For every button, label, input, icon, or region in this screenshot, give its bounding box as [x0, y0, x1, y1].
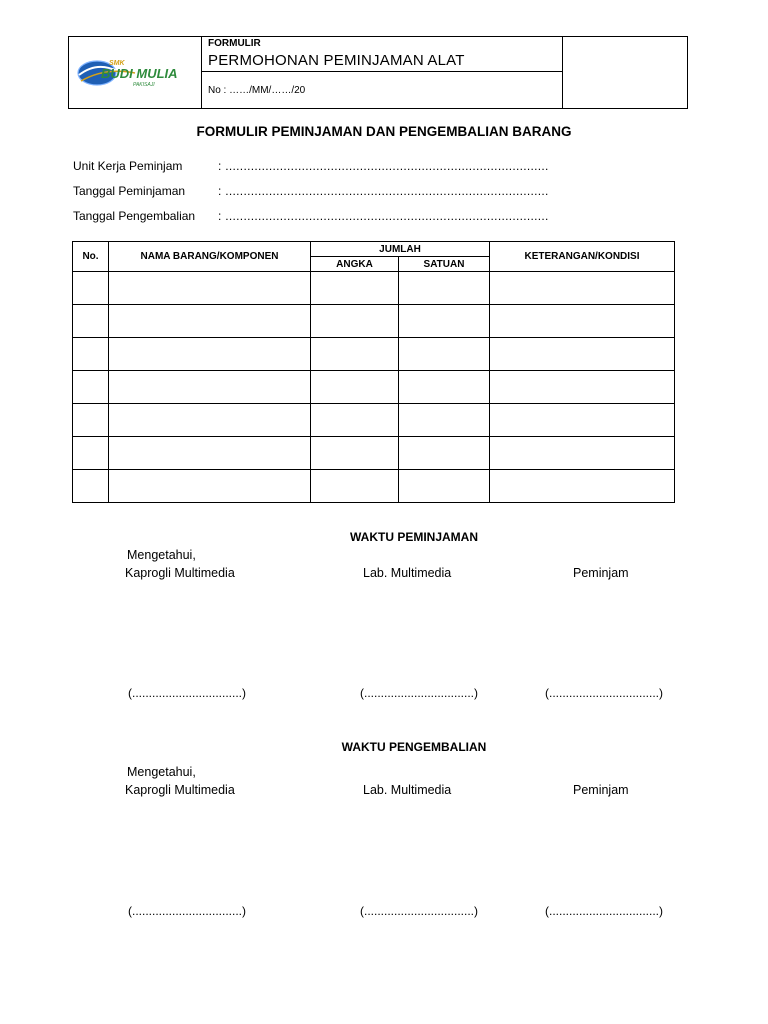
- table-cell[interactable]: [490, 437, 675, 470]
- section-return-title: WAKTU PENGEMBALIAN: [341, 740, 487, 754]
- table-cell[interactable]: [399, 437, 490, 470]
- table-cell[interactable]: [311, 338, 399, 371]
- table-cell[interactable]: [399, 272, 490, 305]
- table-cell[interactable]: [490, 305, 675, 338]
- table-row: [73, 470, 675, 503]
- signer-peminjam: Peminjam: [573, 783, 629, 797]
- signature-blank[interactable]: (.................................): [128, 904, 247, 918]
- table-cell[interactable]: [73, 371, 109, 404]
- field-borrow-date-value[interactable]: : .........................................................................................: [218, 184, 549, 198]
- signature-blank[interactable]: (.................................): [360, 686, 479, 700]
- table-cell[interactable]: [311, 437, 399, 470]
- school-logo: [75, 51, 197, 93]
- form-number: No : ……/MM/……/20: [208, 85, 306, 96]
- table-cell[interactable]: [311, 470, 399, 503]
- items-table: [72, 241, 675, 503]
- table-cell[interactable]: [109, 437, 311, 470]
- table-cell[interactable]: [490, 371, 675, 404]
- table-cell[interactable]: [73, 338, 109, 371]
- table-cell[interactable]: [311, 305, 399, 338]
- acknowledge-label: Mengetahui,: [127, 548, 196, 562]
- table-cell[interactable]: [109, 371, 311, 404]
- signer-lab: Lab. Multimedia: [363, 783, 452, 797]
- table-row: [73, 404, 675, 437]
- table-cell[interactable]: [399, 338, 490, 371]
- table-cell[interactable]: [109, 305, 311, 338]
- table-row: [73, 272, 675, 305]
- table-cell[interactable]: [399, 371, 490, 404]
- col-name-header: NAMA BARANG/KOMPONEN: [109, 242, 311, 272]
- table-row: [73, 338, 675, 371]
- table-cell[interactable]: [311, 272, 399, 305]
- table-cell[interactable]: [73, 404, 109, 437]
- table-cell[interactable]: [311, 371, 399, 404]
- field-unit-value[interactable]: : .........................................................................................: [218, 159, 549, 173]
- form-header: [68, 36, 688, 109]
- table-row: [73, 437, 675, 470]
- table-cell[interactable]: [109, 338, 311, 371]
- section-borrow-title: WAKTU PEMINJAMAN: [350, 530, 478, 544]
- svg-text:BUDI MULIA: BUDI MULIA: [101, 66, 178, 81]
- table-cell[interactable]: [109, 272, 311, 305]
- table-cell[interactable]: [73, 470, 109, 503]
- table-cell[interactable]: [490, 404, 675, 437]
- table-cell[interactable]: [490, 470, 675, 503]
- signer-peminjam: Peminjam: [573, 566, 629, 580]
- signer-lab: Lab. Multimedia: [363, 566, 452, 580]
- table-cell[interactable]: [73, 305, 109, 338]
- signature-blank[interactable]: (.................................): [360, 904, 479, 918]
- col-jumlah-header: JUMLAH: [311, 242, 490, 257]
- table-row: [73, 371, 675, 404]
- field-return-date-value[interactable]: : .........................................................................................: [218, 209, 549, 223]
- table-cell[interactable]: [109, 470, 311, 503]
- table-cell[interactable]: [109, 404, 311, 437]
- acknowledge-label: Mengetahui,: [127, 765, 196, 779]
- signature-blank[interactable]: (.................................): [545, 686, 664, 700]
- field-label-unit: Unit Kerja Peminjam: [73, 159, 183, 173]
- signature-blank[interactable]: (.................................): [128, 686, 247, 700]
- table-cell[interactable]: [490, 338, 675, 371]
- form-kind: FORMULIR: [208, 38, 261, 49]
- table-cell[interactable]: [311, 404, 399, 437]
- signature-blank[interactable]: (.................................): [545, 904, 664, 918]
- table-cell[interactable]: [399, 470, 490, 503]
- table-cell[interactable]: [399, 404, 490, 437]
- col-keterangan-header: KETERANGAN/KONDISI: [490, 242, 675, 272]
- table-cell[interactable]: [73, 437, 109, 470]
- signer-kaprogli: Kaprogli Multimedia: [125, 566, 235, 580]
- col-satuan-header: SATUAN: [399, 257, 490, 272]
- field-label-return-date: Tanggal Pengembalian: [73, 209, 196, 223]
- field-label-borrow-date: Tanggal Peminjaman: [73, 184, 186, 198]
- table-cell[interactable]: [73, 272, 109, 305]
- svg-text:SMK: SMK: [109, 60, 125, 67]
- page-title: FORMULIR PEMINJAMAN DAN PENGEMBALIAN BARANG: [196, 124, 572, 139]
- col-angka-header: ANGKA: [311, 257, 399, 272]
- form-header-title: PERMOHONAN PEMINJAMAN ALAT: [208, 52, 465, 69]
- col-no-header: No.: [73, 242, 109, 272]
- signer-kaprogli: Kaprogli Multimedia: [125, 783, 235, 797]
- table-row: [73, 305, 675, 338]
- table-cell[interactable]: [490, 272, 675, 305]
- svg-text:PAKISAJI: PAKISAJI: [133, 82, 155, 88]
- table-cell[interactable]: [399, 305, 490, 338]
